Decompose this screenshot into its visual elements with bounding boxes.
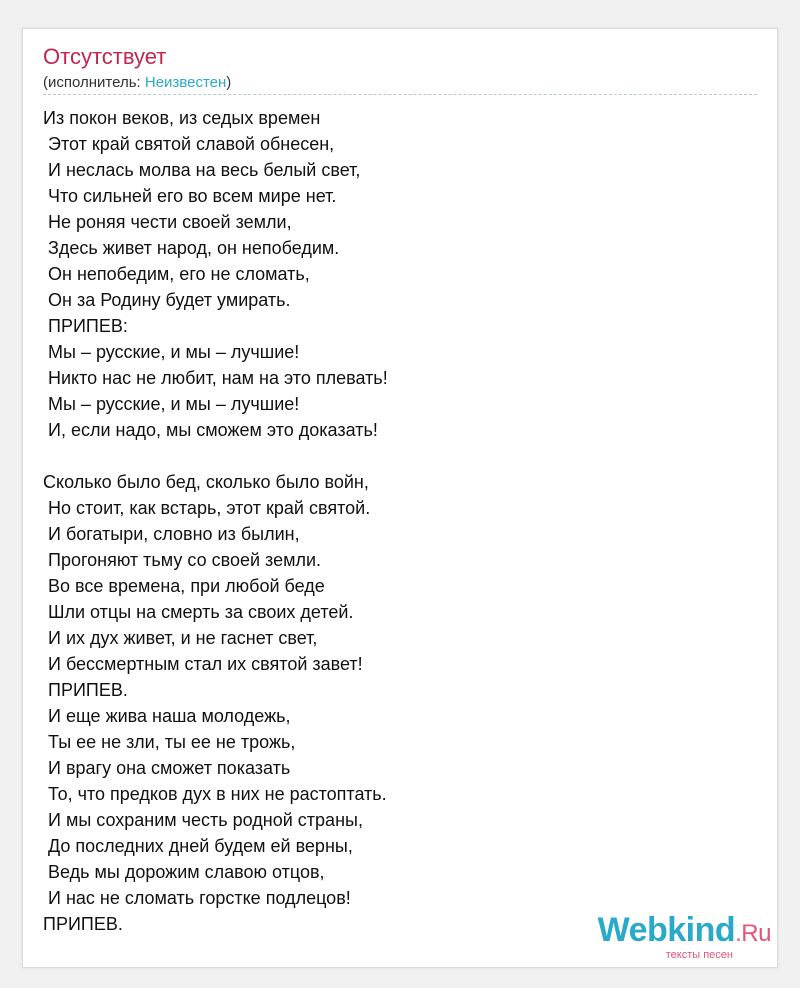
lyric-line: До последних дней будем ей верны, [43, 836, 353, 856]
lyric-line: Он непобедим, его не сломать, [43, 264, 310, 284]
lyric-line: И бессмертным стал их святой завет! [43, 654, 363, 674]
lyric-line: Из покон веков, из седых времен [43, 108, 321, 128]
lyric-line: ПРИПЕВ. [43, 914, 123, 934]
lyric-line: Но стоит, как встарь, этот край святой. [43, 498, 371, 518]
lyric-line: Не роняя чести своей земли, [43, 212, 292, 232]
lyric-line: И врагу она сможет показать [43, 758, 291, 778]
lyric-line: Ты ее не зли, ты ее не трожь, [43, 732, 296, 752]
lyric-line: Ведь мы дорожим славою отцов, [43, 862, 325, 882]
lyric-line: Он за Родину будет умирать. [43, 290, 291, 310]
lyric-line: То, что предков дух в них не растоптать. [43, 784, 387, 804]
lyric-line: Мы – русские, и мы – лучшие! [43, 394, 300, 414]
site-logo[interactable] [598, 913, 771, 961]
lyric-line: Шли отцы на смерть за своих детей. [43, 602, 354, 622]
lyric-line: ПРИПЕВ: [43, 316, 128, 336]
artist-prefix: (исполнитель: [43, 74, 145, 91]
lyric-line: Прогоняют тьму со своей земли. [43, 550, 322, 570]
logo-suffix: .Ru [735, 920, 771, 947]
artist-line [43, 74, 231, 92]
lyric-line: Здесь живет народ, он непобедим. [43, 238, 340, 258]
logo-tagline: тексты песен [665, 949, 733, 961]
lyric-line: Во все времена, при любой беде [43, 576, 325, 596]
lyric-line: Что сильней его во всем мире нет. [43, 186, 337, 206]
lyric-line [43, 443, 757, 469]
lyric-line: И богатыри, словно из былин, [43, 524, 300, 544]
lyric-line: Мы – русские, и мы – лучшие! [43, 342, 300, 362]
song-title: Отсутствует [43, 44, 167, 69]
lyric-line: И еще жива наша молодежь, [43, 706, 291, 726]
lyric-line: И мы сохраним честь родной страны, [43, 810, 363, 830]
artist-link[interactable]: Неизвестен [144, 74, 227, 91]
lyric-line: Сколько было бед, сколько было войн, [43, 472, 369, 492]
lyric-line: И нас не сломать горстке подлецов! [43, 888, 351, 908]
lyric-line: ПРИПЕВ. [43, 680, 128, 700]
dashed-divider [43, 94, 757, 95]
artist-suffix: ) [226, 74, 232, 91]
lyric-line: Никто нас не любит, нам на это плевать! [43, 368, 388, 388]
lyrics-text [43, 105, 757, 937]
lyric-line: Этот край святой славой обнесен, [43, 134, 335, 154]
lyric-line: И их дух живет, и не гаснет свет, [43, 628, 318, 648]
logo-wordmark: Webkind.Ru [597, 911, 771, 949]
lyric-line: И, если надо, мы сможем это доказать! [43, 420, 378, 440]
lyric-line: И неслась молва на весь белый свет, [43, 160, 361, 180]
lyrics-card [22, 28, 778, 968]
